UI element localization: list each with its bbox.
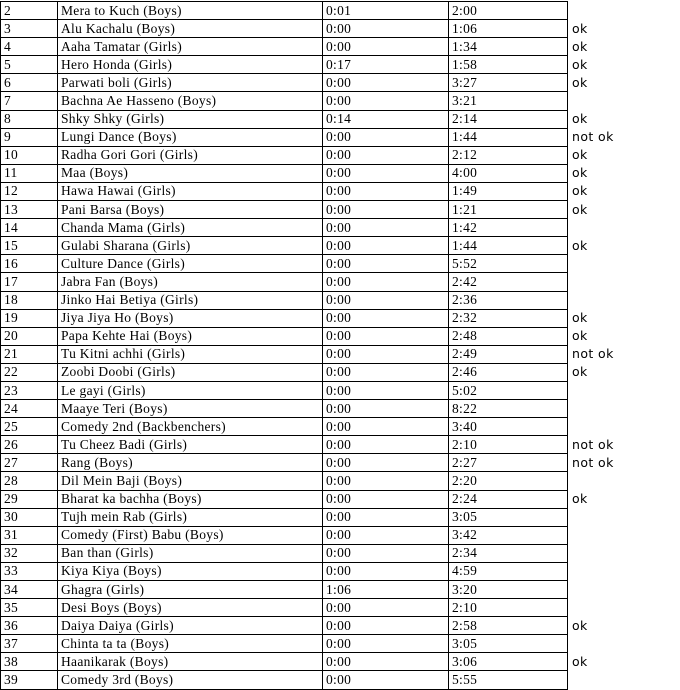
row-number-cell: 24	[1, 400, 58, 418]
end-time-cell: 1:21	[449, 201, 568, 219]
song-title-cell: Comedy 2nd (Backbenchers)	[58, 418, 323, 436]
song-title-cell: Mera to Kuch (Boys)	[58, 2, 323, 20]
end-time-cell: 3:42	[449, 526, 568, 544]
end-time-cell: 2:32	[449, 309, 568, 327]
end-time-cell: 3:05	[449, 635, 568, 653]
start-time-cell: 0:00	[323, 526, 449, 544]
status-cell	[568, 526, 648, 544]
table-row	[1, 671, 648, 689]
row-number-cell: 17	[1, 273, 58, 291]
table-row	[1, 20, 648, 38]
end-time-cell: 1:42	[449, 219, 568, 237]
end-time-cell: 3:06	[449, 653, 568, 671]
start-time-cell: 0:00	[323, 400, 449, 418]
status-cell: ok	[572, 183, 588, 199]
status-cell	[568, 671, 648, 689]
status-cell: ok	[572, 165, 588, 181]
end-time-cell: 2:12	[449, 146, 568, 164]
song-title-cell: Daiya Daiya (Girls)	[58, 617, 323, 635]
status-cell	[568, 472, 648, 490]
row-number-cell: 26	[1, 436, 58, 454]
end-time-cell: 1:58	[449, 56, 568, 74]
status-cell: not ok	[572, 346, 614, 362]
start-time-cell: 0:00	[323, 128, 449, 146]
status-cell: ok	[572, 56, 588, 72]
status-cell: not ok	[572, 129, 614, 145]
end-time-cell: 3:21	[449, 92, 568, 110]
start-time-cell: 0:00	[323, 327, 449, 345]
status-cell	[568, 2, 648, 20]
end-time-cell: 4:00	[449, 164, 568, 182]
song-title-cell: Desi Boys (Boys)	[58, 599, 323, 617]
song-title-cell: Maaye Teri (Boys)	[58, 400, 323, 418]
table-row	[1, 182, 648, 200]
table-row	[1, 653, 648, 671]
end-time-cell: 3:20	[449, 581, 568, 599]
row-number-cell: 4	[1, 38, 58, 56]
song-title-cell: Alu Kachalu (Boys)	[58, 20, 323, 38]
end-time-cell: 2:24	[449, 490, 568, 508]
start-time-cell: 0:00	[323, 454, 449, 472]
song-title-cell: Hero Honda (Girls)	[58, 56, 323, 74]
start-time-cell: 0:00	[323, 146, 449, 164]
song-title-cell: Papa Kehte Hai (Boys)	[58, 327, 323, 345]
row-number-cell: 16	[1, 255, 58, 273]
start-time-cell: 0:00	[323, 617, 449, 635]
status-cell	[568, 562, 648, 580]
end-time-cell: 1:44	[449, 237, 568, 255]
status-cell: not ok	[572, 454, 614, 470]
start-time-cell: 0:00	[323, 381, 449, 399]
performance-schedule-table	[0, 1, 648, 690]
row-number-cell: 15	[1, 237, 58, 255]
start-time-cell: 0:00	[323, 20, 449, 38]
status-cell	[568, 92, 648, 110]
end-time-cell: 4:59	[449, 562, 568, 580]
table-row	[1, 635, 648, 653]
song-title-cell: Zoobi Doobi (Girls)	[58, 363, 323, 381]
end-time-cell: 2:58	[449, 617, 568, 635]
status-cell: ok	[572, 201, 588, 217]
start-time-cell: 0:00	[323, 92, 449, 110]
status-cell: ok	[572, 328, 588, 344]
row-number-cell: 14	[1, 219, 58, 237]
start-time-cell: 0:00	[323, 255, 449, 273]
end-time-cell: 1:06	[449, 20, 568, 38]
end-time-cell: 2:48	[449, 327, 568, 345]
row-number-cell: 34	[1, 581, 58, 599]
end-time-cell: 5:55	[449, 671, 568, 689]
end-time-cell: 2:10	[449, 436, 568, 454]
row-number-cell: 20	[1, 327, 58, 345]
song-title-cell: Tu Cheez Badi (Girls)	[58, 436, 323, 454]
status-cell: ok	[572, 653, 588, 669]
song-title-cell: Tujh mein Rab (Girls)	[58, 508, 323, 526]
row-number-cell: 13	[1, 201, 58, 219]
end-time-cell: 5:52	[449, 255, 568, 273]
table-row	[1, 562, 648, 580]
song-title-cell: Shky Shky (Girls)	[58, 110, 323, 128]
song-title-cell: Pani Barsa (Boys)	[58, 201, 323, 219]
end-time-cell: 2:46	[449, 363, 568, 381]
song-title-cell: Hawa Hawai (Girls)	[58, 182, 323, 200]
status-cell: ok	[572, 38, 588, 54]
end-time-cell: 1:49	[449, 182, 568, 200]
song-title-cell: Jinko Hai Betiya (Girls)	[58, 291, 323, 309]
song-title-cell: Le gayi (Girls)	[58, 381, 323, 399]
table-row	[1, 472, 648, 490]
start-time-cell: 0:00	[323, 635, 449, 653]
song-title-cell: Lungi Dance (Boys)	[58, 128, 323, 146]
end-time-cell: 2:14	[449, 110, 568, 128]
song-title-cell: Parwati boli (Girls)	[58, 74, 323, 92]
table-row	[1, 74, 648, 92]
table-row	[1, 617, 648, 635]
row-number-cell: 38	[1, 653, 58, 671]
table-row	[1, 490, 648, 508]
table-row	[1, 201, 648, 219]
song-title-cell: Bachna Ae Hasseno (Boys)	[58, 92, 323, 110]
row-number-cell: 7	[1, 92, 58, 110]
row-number-cell: 25	[1, 418, 58, 436]
table-row	[1, 56, 648, 74]
start-time-cell: 0:00	[323, 363, 449, 381]
status-cell	[568, 400, 648, 418]
table-row	[1, 526, 648, 544]
row-number-cell: 10	[1, 146, 58, 164]
start-time-cell: 0:00	[323, 38, 449, 56]
status-cell: ok	[572, 364, 588, 380]
song-title-cell: Ghagra (Girls)	[58, 581, 323, 599]
status-cell: ok	[572, 617, 588, 633]
row-number-cell: 23	[1, 381, 58, 399]
end-time-cell: 1:44	[449, 128, 568, 146]
table-body	[1, 2, 648, 690]
row-number-cell: 33	[1, 562, 58, 580]
table-row	[1, 2, 648, 20]
start-time-cell: 0:00	[323, 345, 449, 363]
table-row	[1, 146, 648, 164]
table-row	[1, 363, 648, 381]
song-title-cell: Comedy (First) Babu (Boys)	[58, 526, 323, 544]
row-number-cell: 28	[1, 472, 58, 490]
start-time-cell: 0:00	[323, 544, 449, 562]
song-title-cell: Aaha Tamatar (Girls)	[58, 38, 323, 56]
row-number-cell: 32	[1, 544, 58, 562]
status-cell	[568, 219, 648, 237]
song-title-cell: Chinta ta ta (Boys)	[58, 635, 323, 653]
end-time-cell: 2:36	[449, 291, 568, 309]
start-time-cell: 0:00	[323, 219, 449, 237]
status-cell	[568, 255, 648, 273]
end-time-cell: 2:49	[449, 345, 568, 363]
table-row	[1, 237, 648, 255]
table-row	[1, 508, 648, 526]
start-time-cell: 1:06	[323, 581, 449, 599]
table-row	[1, 454, 648, 472]
end-time-cell: 3:40	[449, 418, 568, 436]
status-cell: ok	[572, 20, 588, 36]
row-number-cell: 19	[1, 309, 58, 327]
table-row	[1, 544, 648, 562]
end-time-cell: 2:34	[449, 544, 568, 562]
row-number-cell: 29	[1, 490, 58, 508]
end-time-cell: 2:00	[449, 2, 568, 20]
status-cell	[568, 599, 648, 617]
status-cell	[568, 581, 648, 599]
start-time-cell: 0:00	[323, 182, 449, 200]
status-cell	[568, 635, 648, 653]
row-number-cell: 27	[1, 454, 58, 472]
status-cell: ok	[572, 491, 588, 507]
start-time-cell: 0:00	[323, 74, 449, 92]
start-time-cell: 0:00	[323, 201, 449, 219]
table-row	[1, 128, 648, 146]
table-row	[1, 92, 648, 110]
table-row	[1, 418, 648, 436]
start-time-cell: 0:00	[323, 671, 449, 689]
song-title-cell: Tu Kitni achhi (Girls)	[58, 345, 323, 363]
end-time-cell: 3:05	[449, 508, 568, 526]
row-number-cell: 30	[1, 508, 58, 526]
status-cell: ok	[572, 111, 588, 127]
table-row	[1, 381, 648, 399]
end-time-cell: 2:42	[449, 273, 568, 291]
start-time-cell: 0:00	[323, 164, 449, 182]
row-number-cell: 3	[1, 20, 58, 38]
status-cell	[568, 381, 648, 399]
table-row	[1, 581, 648, 599]
row-number-cell: 5	[1, 56, 58, 74]
song-title-cell: Radha Gori Gori (Girls)	[58, 146, 323, 164]
start-time-cell: 0:00	[323, 562, 449, 580]
table-row	[1, 436, 648, 454]
table-row	[1, 38, 648, 56]
start-time-cell: 0:00	[323, 653, 449, 671]
start-time-cell: 0:00	[323, 291, 449, 309]
song-title-cell: Maa (Boys)	[58, 164, 323, 182]
row-number-cell: 39	[1, 671, 58, 689]
start-time-cell: 0:00	[323, 418, 449, 436]
status-cell: ok	[572, 310, 588, 326]
start-time-cell: 0:00	[323, 490, 449, 508]
table-row	[1, 309, 648, 327]
start-time-cell: 0:17	[323, 56, 449, 74]
table-row	[1, 219, 648, 237]
status-cell: ok	[572, 74, 588, 90]
table-row	[1, 599, 648, 617]
row-number-cell: 6	[1, 74, 58, 92]
song-title-cell: Jabra Fan (Boys)	[58, 273, 323, 291]
song-title-cell: Kiya Kiya (Boys)	[58, 562, 323, 580]
row-number-cell: 36	[1, 617, 58, 635]
row-number-cell: 31	[1, 526, 58, 544]
row-number-cell: 21	[1, 345, 58, 363]
row-number-cell: 9	[1, 128, 58, 146]
row-number-cell: 18	[1, 291, 58, 309]
row-number-cell: 37	[1, 635, 58, 653]
row-number-cell: 35	[1, 599, 58, 617]
table-row	[1, 273, 648, 291]
row-number-cell: 22	[1, 363, 58, 381]
start-time-cell: 0:00	[323, 436, 449, 454]
table-row	[1, 164, 648, 182]
start-time-cell: 0:00	[323, 599, 449, 617]
start-time-cell: 0:14	[323, 110, 449, 128]
table-row	[1, 255, 648, 273]
status-cell	[568, 544, 648, 562]
song-title-cell: Dil Mein Baji (Boys)	[58, 472, 323, 490]
song-title-cell: Chanda Mama (Girls)	[58, 219, 323, 237]
end-time-cell: 1:34	[449, 38, 568, 56]
table-row	[1, 110, 648, 128]
song-title-cell: Bharat ka bachha (Boys)	[58, 490, 323, 508]
row-number-cell: 8	[1, 110, 58, 128]
status-cell: ok	[572, 147, 588, 163]
end-time-cell: 2:27	[449, 454, 568, 472]
song-title-cell: Culture Dance (Girls)	[58, 255, 323, 273]
status-cell: ok	[572, 237, 588, 253]
row-number-cell: 2	[1, 2, 58, 20]
table-row	[1, 345, 648, 363]
table-row	[1, 327, 648, 345]
song-title-cell: Jiya Jiya Ho (Boys)	[58, 309, 323, 327]
row-number-cell: 11	[1, 164, 58, 182]
song-title-cell: Ban than (Girls)	[58, 544, 323, 562]
start-time-cell: 0:00	[323, 472, 449, 490]
end-time-cell: 3:27	[449, 74, 568, 92]
end-time-cell: 2:20	[449, 472, 568, 490]
status-cell	[568, 291, 648, 309]
table-row	[1, 291, 648, 309]
end-time-cell: 8:22	[449, 400, 568, 418]
status-cell: not ok	[572, 436, 614, 452]
start-time-cell: 0:00	[323, 237, 449, 255]
status-cell	[568, 418, 648, 436]
end-time-cell: 5:02	[449, 381, 568, 399]
start-time-cell: 0:00	[323, 273, 449, 291]
end-time-cell: 2:10	[449, 599, 568, 617]
song-title-cell: Comedy 3rd (Boys)	[58, 671, 323, 689]
start-time-cell: 0:00	[323, 309, 449, 327]
status-cell	[568, 508, 648, 526]
status-cell	[568, 273, 648, 291]
table-row	[1, 400, 648, 418]
song-title-cell: Gulabi Sharana (Girls)	[58, 237, 323, 255]
start-time-cell: 0:01	[323, 2, 449, 20]
start-time-cell: 0:00	[323, 508, 449, 526]
row-number-cell: 12	[1, 182, 58, 200]
song-title-cell: Haanikarak (Boys)	[58, 653, 323, 671]
song-title-cell: Rang (Boys)	[58, 454, 323, 472]
